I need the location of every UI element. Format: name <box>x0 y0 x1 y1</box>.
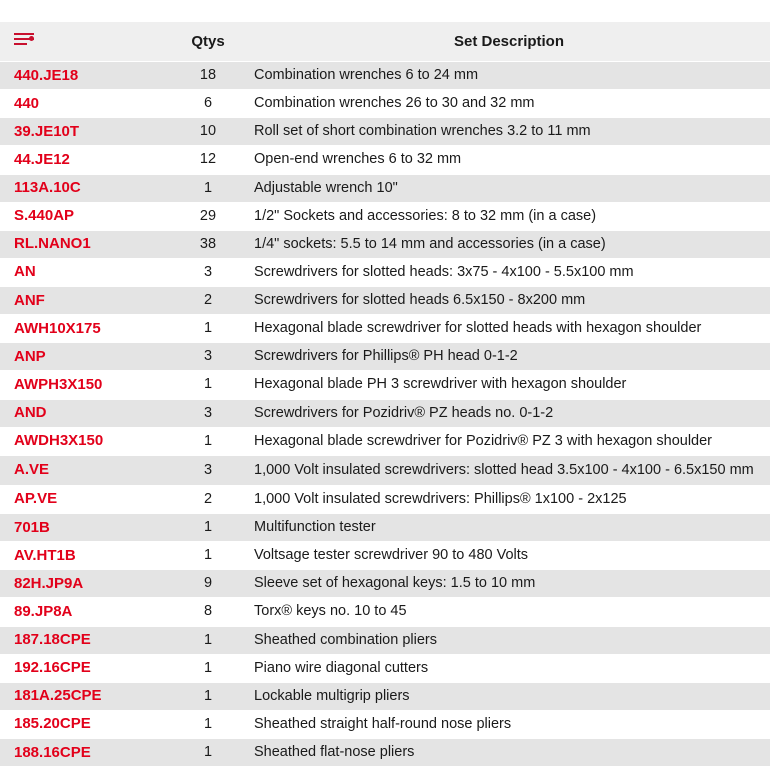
row-description: Sleeve set of hexagonal keys: 1.5 to 10 mm <box>248 570 770 598</box>
table-row[interactable] <box>0 118 770 146</box>
row-description: Sheathed combination pliers <box>248 626 770 654</box>
table-row[interactable] <box>0 485 770 513</box>
qty-column-header[interactable]: Qtys <box>168 22 248 62</box>
table-row[interactable] <box>0 202 770 230</box>
row-description: Adjustable wrench 10" <box>248 174 770 202</box>
row-qty: 1 <box>168 371 248 399</box>
row-description: Open-end wrenches 6 to 32 mm <box>248 146 770 174</box>
row-description: 1,000 Volt insulated screwdrivers: slotted head 3.5x100 - 4x100 - 6.5x150 mm <box>248 455 770 485</box>
row-qty: 6 <box>168 90 248 118</box>
table-row[interactable] <box>0 258 770 286</box>
row-description: Sheathed straight half-round nose pliers <box>248 710 770 738</box>
row-qty: 1 <box>168 654 248 682</box>
row-description: Combination wrenches 6 to 24 mm <box>248 62 770 90</box>
row-qty: 10 <box>168 118 248 146</box>
row-qty: 1 <box>168 626 248 654</box>
table-header <box>0 22 770 62</box>
table-row[interactable] <box>0 315 770 343</box>
table-row[interactable] <box>0 371 770 399</box>
row-reference: 181A.25CPE <box>0 682 168 710</box>
table-row[interactable] <box>0 598 770 626</box>
row-qty: 1 <box>168 427 248 455</box>
row-qty: 1 <box>168 682 248 710</box>
row-reference: 185.20CPE <box>0 710 168 738</box>
row-reference: 113A.10C <box>0 174 168 202</box>
row-description: 1/2" Sockets and accessories: 8 to 32 mm (in a case) <box>248 202 770 230</box>
row-description: 1/4" sockets: 5.5 to 14 mm and accessories (in a case) <box>248 230 770 258</box>
row-reference: AN <box>0 258 168 286</box>
row-qty: 3 <box>168 399 248 427</box>
table-row[interactable] <box>0 287 770 315</box>
row-description: Screwdrivers for slotted heads: 3x75 - 4x100 - 5.5x100 mm <box>248 258 770 286</box>
row-description: Lockable multigrip pliers <box>248 682 770 710</box>
header-row <box>0 22 770 62</box>
row-description: Hexagonal blade screwdriver for slotted heads with hexagon shoulder <box>248 315 770 343</box>
row-description: Screwdrivers for Pozidriv® PZ heads no. 0-1-2 <box>248 399 770 427</box>
table-body <box>0 62 770 767</box>
table-row[interactable] <box>0 739 770 767</box>
row-reference: 82H.JP9A <box>0 570 168 598</box>
row-description: Hexagonal blade screwdriver for Pozidriv® PZ 3 with hexagon shoulder <box>248 427 770 455</box>
table-row[interactable] <box>0 710 770 738</box>
row-description: Screwdrivers for Phillips® PH head 0-1-2 <box>248 343 770 371</box>
description-column-header[interactable]: Set Description <box>248 22 770 62</box>
table-row[interactable] <box>0 230 770 258</box>
menu-icon[interactable] <box>14 32 34 46</box>
table-row[interactable] <box>0 626 770 654</box>
row-qty: 3 <box>168 258 248 286</box>
row-qty: 9 <box>168 570 248 598</box>
row-reference: 192.16CPE <box>0 654 168 682</box>
row-qty: 8 <box>168 598 248 626</box>
table-row[interactable] <box>0 514 770 542</box>
row-reference: AWPH3X150 <box>0 371 168 399</box>
row-reference: 440 <box>0 90 168 118</box>
row-qty: 1 <box>168 739 248 767</box>
row-qty: 1 <box>168 315 248 343</box>
table-row[interactable] <box>0 343 770 371</box>
table-row[interactable] <box>0 542 770 570</box>
row-qty: 12 <box>168 146 248 174</box>
row-qty: 3 <box>168 455 248 485</box>
row-reference: AP.VE <box>0 485 168 513</box>
row-reference: 701B <box>0 514 168 542</box>
row-reference: AWH10X175 <box>0 315 168 343</box>
table-row[interactable] <box>0 427 770 455</box>
row-reference: AND <box>0 399 168 427</box>
row-description: Sheathed flat-nose pliers <box>248 739 770 767</box>
row-description: Multifunction tester <box>248 514 770 542</box>
row-qty: 2 <box>168 485 248 513</box>
table-row[interactable] <box>0 654 770 682</box>
row-qty: 18 <box>168 62 248 90</box>
row-reference: 187.18CPE <box>0 626 168 654</box>
row-qty: 2 <box>168 287 248 315</box>
row-description: Torx® keys no. 10 to 45 <box>248 598 770 626</box>
table-row[interactable] <box>0 62 770 90</box>
row-reference: AWDH3X150 <box>0 427 168 455</box>
table-row[interactable] <box>0 570 770 598</box>
row-reference: AV.HT1B <box>0 542 168 570</box>
row-reference: 188.16CPE <box>0 739 168 767</box>
table-row[interactable] <box>0 399 770 427</box>
row-reference: A.VE <box>0 455 168 485</box>
row-qty: 1 <box>168 542 248 570</box>
row-qty: 38 <box>168 230 248 258</box>
row-description: Combination wrenches 26 to 30 and 32 mm <box>248 90 770 118</box>
table-row[interactable] <box>0 682 770 710</box>
table-row[interactable] <box>0 174 770 202</box>
row-qty: 1 <box>168 174 248 202</box>
row-reference: ANP <box>0 343 168 371</box>
row-qty: 3 <box>168 343 248 371</box>
table-row[interactable] <box>0 90 770 118</box>
row-reference: S.440AP <box>0 202 168 230</box>
row-description: Piano wire diagonal cutters <box>248 654 770 682</box>
row-description: Voltsage tester screwdriver 90 to 480 Volts <box>248 542 770 570</box>
row-reference: RL.NANO1 <box>0 230 168 258</box>
row-qty: 1 <box>168 514 248 542</box>
row-reference: 440.JE18 <box>0 62 168 90</box>
row-reference: ANF <box>0 287 168 315</box>
row-description: Screwdrivers for slotted heads 6.5x150 - 8x200 mm <box>248 287 770 315</box>
row-description: Hexagonal blade PH 3 screwdriver with hexagon shoulder <box>248 371 770 399</box>
row-reference: 39.JE10T <box>0 118 168 146</box>
row-reference: 89.JP8A <box>0 598 168 626</box>
table-row[interactable] <box>0 146 770 174</box>
row-reference: 44.JE12 <box>0 146 168 174</box>
row-description: Roll set of short combination wrenches 3.2 to 11 mm <box>248 118 770 146</box>
row-qty: 29 <box>168 202 248 230</box>
row-qty: 1 <box>168 710 248 738</box>
table-row[interactable] <box>0 455 770 485</box>
row-description: 1,000 Volt insulated screwdrivers: Phillips® 1x100 - 2x125 <box>248 485 770 513</box>
parts-table <box>0 22 770 767</box>
reference-column-header[interactable] <box>0 22 168 62</box>
